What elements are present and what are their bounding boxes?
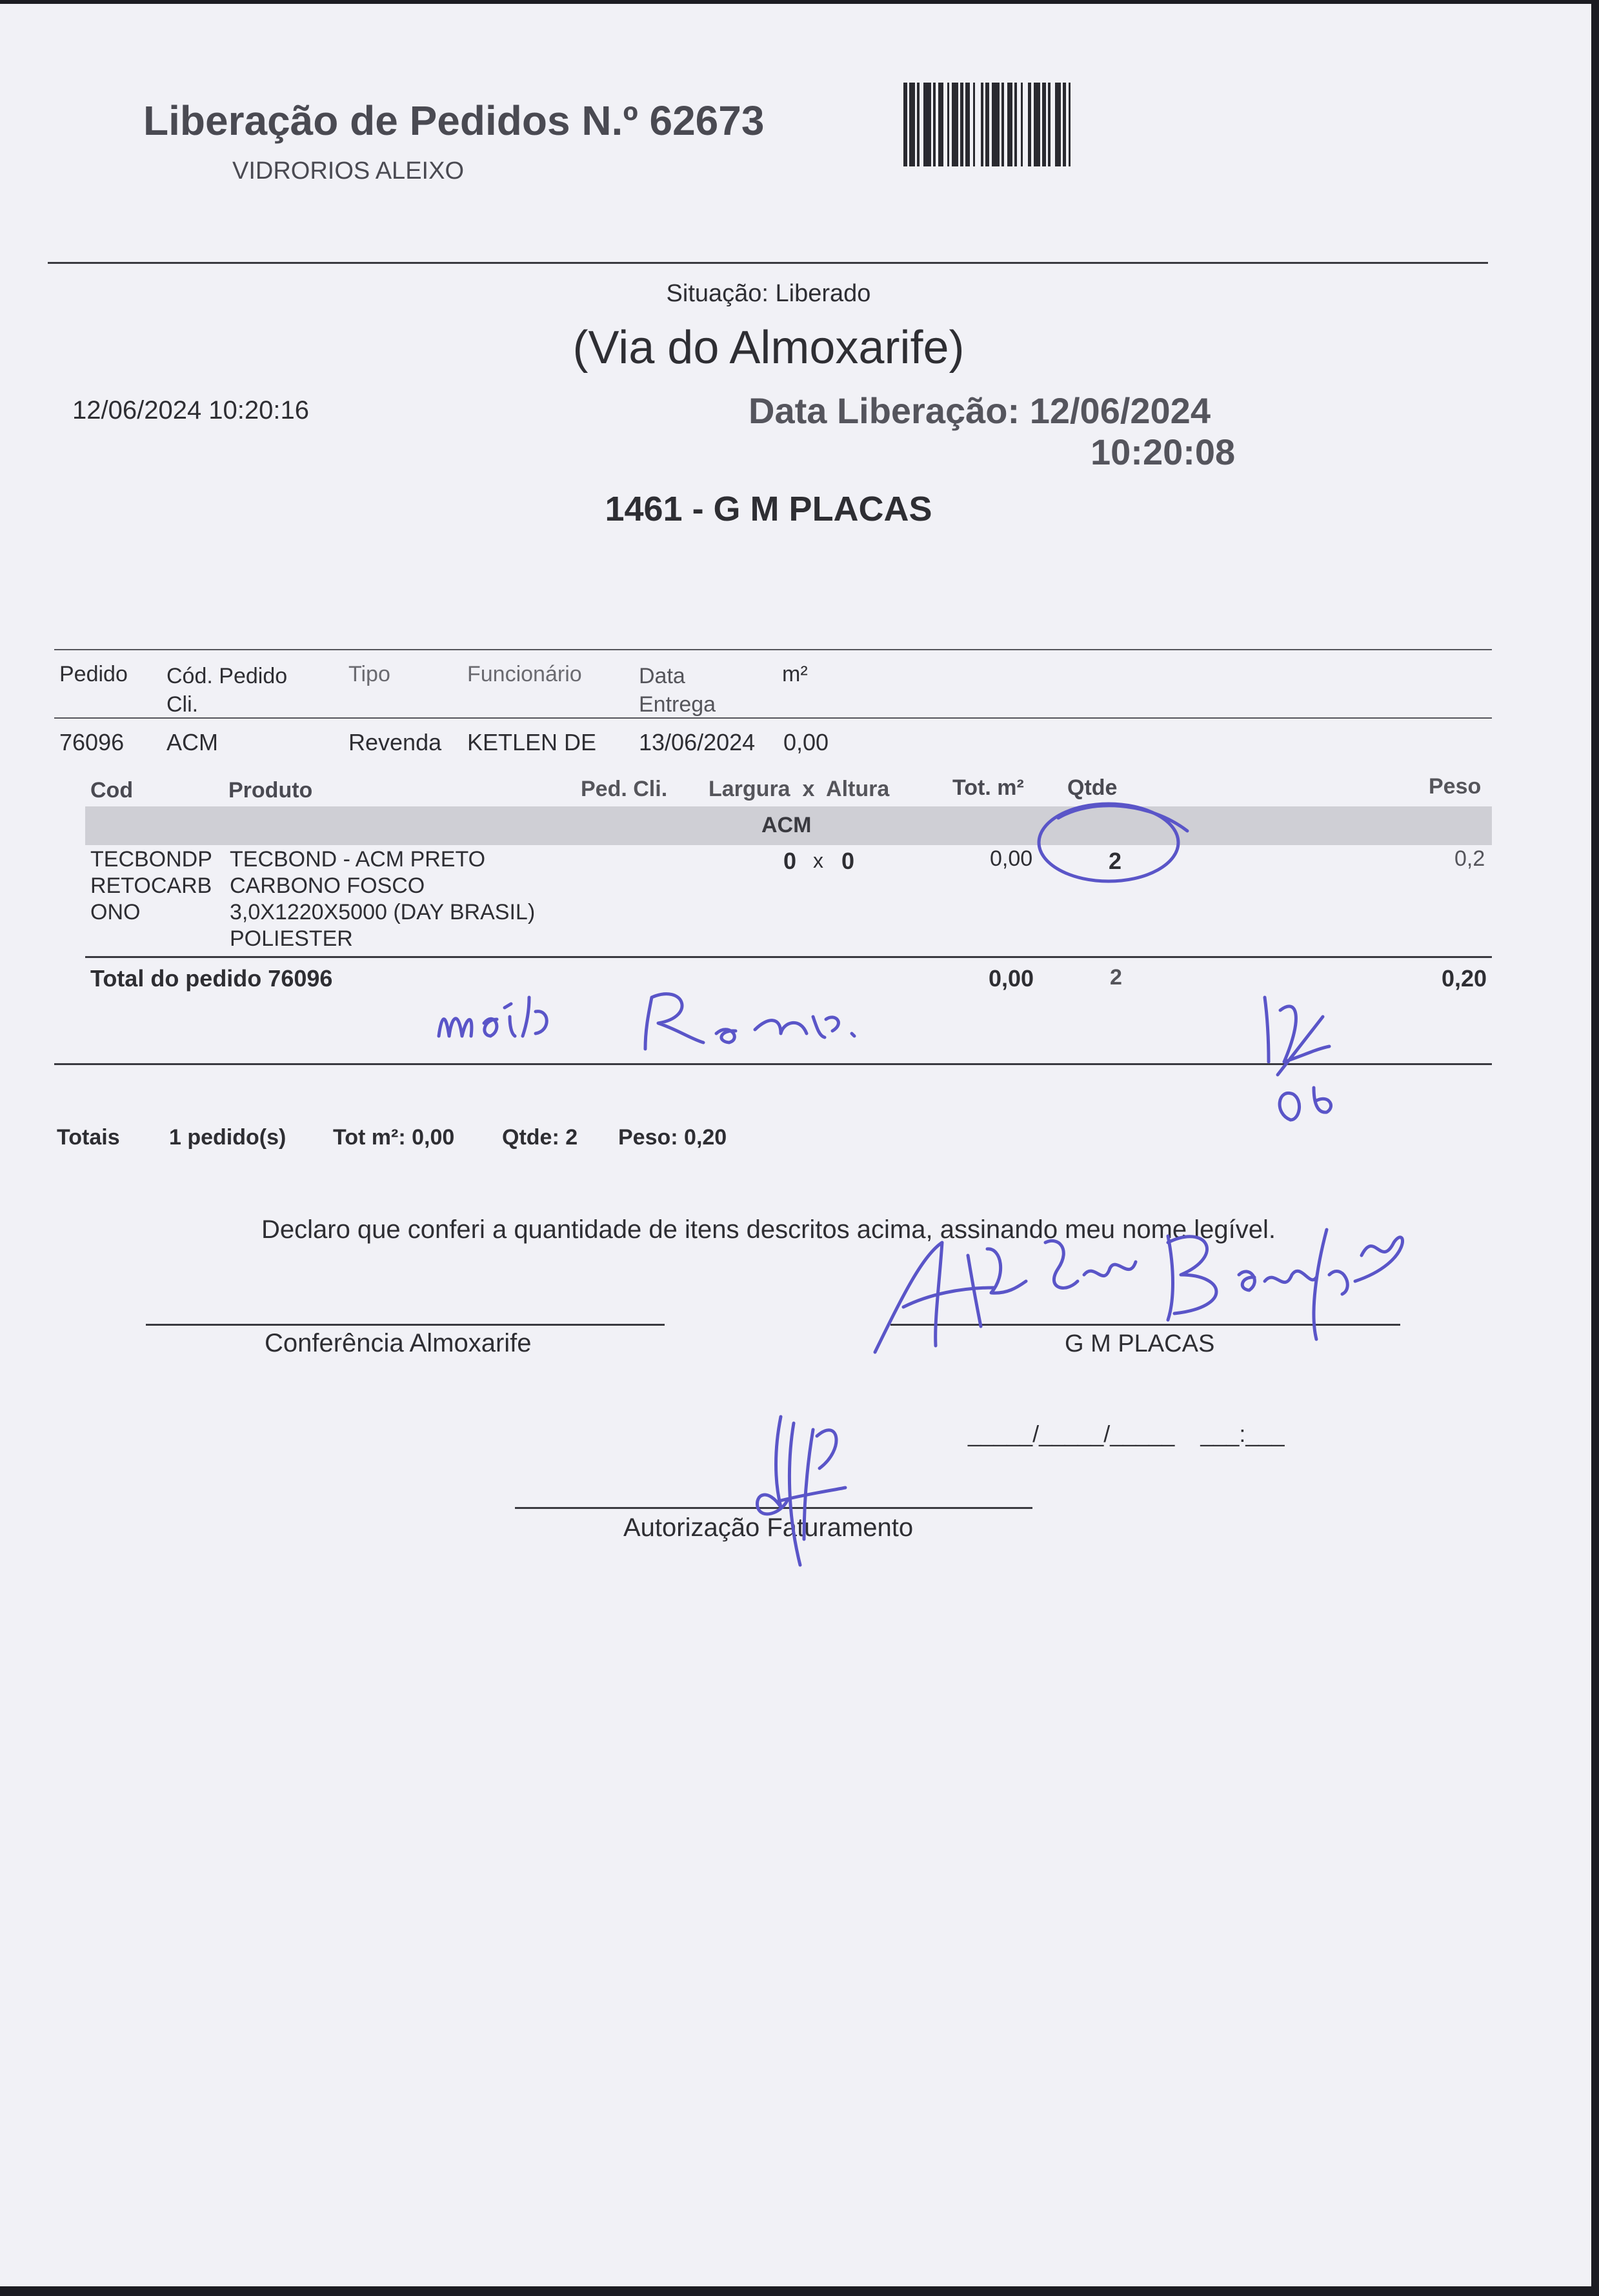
col-header-m2: m² [782,662,808,686]
document-title: Liberação de Pedidos N.º 62673 [143,97,765,144]
totals-qtde: Qtde: 2 [502,1125,578,1150]
customer-handwritten-signature [865,1217,1426,1365]
barcode-bar [1063,83,1066,166]
barcode-bar [1042,83,1046,166]
handwritten-note [432,972,936,1062]
order-pedido: 76096 [59,729,125,755]
status-text: Situação: Liberado [666,280,871,307]
release-time: 10:20:08 [1091,432,1236,472]
autorizacao-label: Autorização Faturamento [623,1513,914,1542]
item-cod-line: RETOCARB [90,873,212,898]
document-sheet [0,4,1591,2286]
col-header-funcionario: Funcionário [467,662,582,686]
declaration-text: Declaro que conferi a quantidade de itens descritos acima, assinando meu nome legível. [261,1215,1276,1244]
date-blank-fields: _____/_____/_____ ___:___ [968,1421,1285,1447]
qtde-handwritten-circle [1032,792,1200,889]
totals-pedidos: 1 pedido(s) [169,1125,287,1150]
order-tipo: Revenda [348,729,442,755]
order-funcionario: KETLEN DE [467,729,597,755]
totals-peso: Peso: 0,20 [618,1125,727,1150]
barcode-bar [909,83,915,166]
item-produto-line: TECBOND - ACM PRETO [230,847,486,872]
order-total-peso: 0,20 [1442,965,1487,992]
conferencia-label: Conferência Almoxarife [265,1329,532,1357]
order-data-entrega: 13/06/2024 [639,729,756,755]
order-total-m2: 0,00 [989,965,1034,992]
barcode [903,83,1155,166]
barcode-bar [965,83,970,166]
barcode-bar [1048,83,1051,166]
item-produto-line: 3,0X1220X5000 (DAY BRASIL) [230,900,536,924]
barcode-bar [1007,83,1012,166]
barcode-bar [917,83,920,166]
barcode-bar [1021,83,1023,166]
barcode-bar [923,83,931,166]
totals-tot-m2: Tot m²: 0,00 [333,1125,455,1150]
item-peso: 0,2 [1454,846,1485,871]
barcode-bar [947,83,949,166]
group-label: ACM [761,813,812,837]
barcode-bar [903,83,907,166]
item-cod-line: ONO [90,900,141,924]
barcode-bar [1069,83,1071,166]
barcode-bar [1014,83,1017,166]
items-header-largura-altura: Largura x Altura [709,777,890,801]
customer-signature-label: G M PLACAS [1065,1330,1215,1357]
totals-label: Totais [57,1125,120,1150]
barcode-bar [952,83,958,166]
item-produto-line: POLIESTER [230,926,353,951]
barcode-bar [981,83,983,166]
col-header-pedido: Pedido [59,662,128,686]
barcode-bar [1001,83,1004,166]
items-header-tot-m2: Tot. m² [952,775,1024,800]
release-date: Data Liberação: 12/06/2024 [749,390,1211,431]
col-header-tipo: Tipo [348,662,390,686]
col-header-cod-pedido: Cód. Pedido Cli. [166,664,288,717]
item-total-line [85,956,1492,958]
item-produto-line: CARBONO FOSCO [230,873,425,898]
order-table-header-line [54,717,1492,719]
barcode-bar [1028,83,1031,166]
item-altura: 0 [841,848,855,874]
customer-name: 1461 - G M PLACAS [605,490,932,528]
company-name: VIDRORIOS ALEIXO [232,157,464,185]
items-header-produto: Produto [228,778,313,803]
copy-label: (Via do Almoxarife) [572,322,965,374]
barcode-bar [1034,83,1040,166]
items-header-cod: Cod [90,778,134,803]
item-x: x [813,849,823,872]
printed-at: 12/06/2024 10:20:16 [72,396,310,424]
barcode-bar [992,83,1000,166]
order-cod-cli: ACM [166,729,218,755]
order-total-qtde: 2 [1110,965,1122,990]
order-total-label: Total do pedido 76096 [90,965,333,992]
item-cod-line: TECBONDP [90,847,212,872]
autorizacao-handwritten-initials [742,1410,852,1578]
barcode-bar [938,83,943,166]
items-header-ped-cli: Ped. Cli. [581,777,668,801]
barcode-bar [985,83,989,166]
item-cod [90,846,212,926]
handwritten-date [1252,991,1349,1139]
order-m2: 0,00 [783,729,829,755]
item-qtde: 2 [1109,848,1122,874]
barcode-bar [973,83,975,166]
items-header-qtde: Qtde [1067,775,1118,800]
barcode-bar [960,83,963,166]
col-header-data-entrega: Data Entrega [639,664,716,717]
item-largura: 0 [783,848,797,874]
barcode-bar [1055,83,1061,166]
header-divider [48,262,1488,264]
item-tot-m2: 0,00 [990,846,1033,871]
conferencia-signature-line [146,1324,665,1326]
item-produto [230,846,535,952]
items-header-peso: Peso [1429,774,1482,799]
barcode-bar [933,83,936,166]
order-table-top-line [54,649,1492,650]
